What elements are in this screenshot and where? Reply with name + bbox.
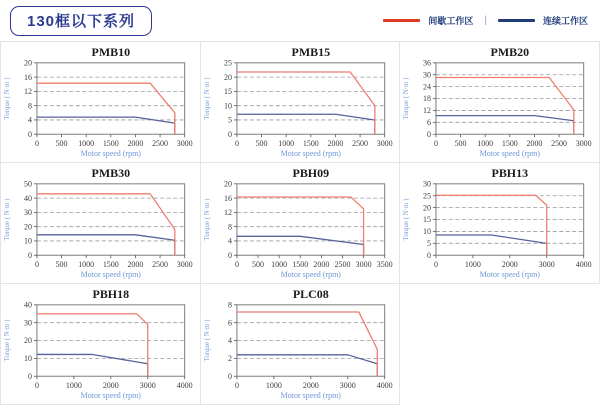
intermittent-line-swatch <box>383 19 420 22</box>
svg-text:30: 30 <box>423 70 432 80</box>
svg-text:3000: 3000 <box>176 260 193 270</box>
svg-text:30: 30 <box>23 208 32 218</box>
chart-cell-pmb30 <box>1 163 201 284</box>
svg-text:3000: 3000 <box>539 260 556 270</box>
page-header <box>0 0 600 41</box>
svg-text:0: 0 <box>427 250 432 260</box>
svg-text:20: 20 <box>23 58 32 68</box>
svg-text:0: 0 <box>234 381 239 391</box>
svg-text:1500: 1500 <box>102 139 119 149</box>
series-line <box>37 314 148 376</box>
series-line <box>37 83 175 134</box>
legend-label-intermittent: 间歇工作区 <box>428 16 474 26</box>
svg-text:16: 16 <box>223 193 232 203</box>
svg-text:2000: 2000 <box>302 381 319 391</box>
svg-text:30: 30 <box>423 179 432 189</box>
svg-text:0: 0 <box>227 129 232 139</box>
y-axis-label: Torque ( N·m ) <box>202 77 211 120</box>
series-line <box>436 78 574 135</box>
chart-title: PMB20 <box>490 44 530 59</box>
svg-text:4: 4 <box>27 115 32 125</box>
chart-title: PLC08 <box>292 286 329 301</box>
svg-text:25: 25 <box>223 58 232 68</box>
svg-text:500: 500 <box>255 139 268 149</box>
svg-text:18: 18 <box>423 94 432 104</box>
continuous-line-swatch <box>498 19 535 22</box>
svg-text:2500: 2500 <box>152 260 169 270</box>
svg-text:3000: 3000 <box>576 139 593 149</box>
series-line <box>37 194 175 255</box>
svg-text:12: 12 <box>223 208 232 218</box>
x-axis-label: Motor speed (rpm) <box>480 270 541 280</box>
legend-item-continuous <box>498 14 588 27</box>
chart-title: PMB15 <box>291 44 330 59</box>
svg-text:0: 0 <box>34 260 39 270</box>
svg-text:1000: 1000 <box>270 260 287 270</box>
svg-text:0: 0 <box>227 371 232 381</box>
torque-speed-chart <box>1 163 200 283</box>
x-axis-label: Motor speed (rpm) <box>80 391 141 401</box>
svg-text:3000: 3000 <box>139 381 156 391</box>
svg-text:2000: 2000 <box>127 260 144 270</box>
svg-text:5: 5 <box>227 115 232 125</box>
svg-text:0: 0 <box>434 260 439 270</box>
series-line <box>436 195 547 255</box>
svg-text:5: 5 <box>427 239 432 249</box>
svg-text:2000: 2000 <box>127 139 144 149</box>
svg-text:15: 15 <box>423 215 432 225</box>
chart-cell-plc08 <box>201 284 401 405</box>
legend-item-intermittent <box>383 14 473 27</box>
chart-title: PBH18 <box>92 286 130 301</box>
torque-speed-chart <box>201 42 400 162</box>
svg-text:0: 0 <box>234 139 239 149</box>
svg-text:2000: 2000 <box>502 260 519 270</box>
x-axis-label: Motor speed (rpm) <box>280 149 341 159</box>
chart-cell-pmb10 <box>1 42 201 163</box>
svg-text:500: 500 <box>55 139 68 149</box>
series-line <box>436 235 547 255</box>
svg-text:500: 500 <box>251 260 264 270</box>
chart-title: PMB30 <box>91 165 131 180</box>
x-axis-label: Motor speed (rpm) <box>280 270 341 280</box>
svg-text:3000: 3000 <box>339 381 356 391</box>
y-axis-label: Torque ( N·m ) <box>402 77 411 120</box>
chart-legend <box>383 14 588 27</box>
svg-text:10: 10 <box>423 227 432 237</box>
svg-text:4: 4 <box>227 236 232 246</box>
svg-text:12: 12 <box>23 87 32 97</box>
svg-text:50: 50 <box>23 179 32 189</box>
svg-text:2000: 2000 <box>313 260 330 270</box>
svg-text:25: 25 <box>423 191 432 201</box>
series-line <box>237 312 377 376</box>
svg-text:0: 0 <box>27 250 32 260</box>
svg-text:1500: 1500 <box>502 139 519 149</box>
chart-cell-pbh09 <box>201 163 401 284</box>
chart-cell-pbh18 <box>1 284 201 405</box>
svg-text:0: 0 <box>34 139 39 149</box>
torque-speed-chart <box>201 284 400 404</box>
chart-title: PBH13 <box>491 165 529 180</box>
svg-text:10: 10 <box>23 354 32 364</box>
svg-text:500: 500 <box>55 260 68 270</box>
svg-text:4000: 4000 <box>576 260 593 270</box>
chart-cell-pbh13 <box>400 163 600 284</box>
svg-text:36: 36 <box>423 58 432 68</box>
svg-text:2500: 2500 <box>551 139 568 149</box>
svg-text:1000: 1000 <box>65 381 82 391</box>
torque-speed-chart <box>201 163 400 283</box>
svg-text:1000: 1000 <box>265 381 282 391</box>
svg-text:40: 40 <box>23 193 32 203</box>
svg-text:20: 20 <box>223 179 232 189</box>
svg-text:10: 10 <box>23 236 32 246</box>
chart-cell-pmb20 <box>400 42 600 163</box>
svg-text:1000: 1000 <box>277 139 294 149</box>
svg-text:0: 0 <box>34 381 39 391</box>
torque-speed-chart <box>400 163 599 283</box>
svg-text:1500: 1500 <box>102 260 119 270</box>
svg-text:0: 0 <box>27 129 32 139</box>
y-axis-label: Torque ( N·m ) <box>202 319 211 362</box>
svg-text:2000: 2000 <box>102 381 119 391</box>
svg-text:10: 10 <box>223 101 232 111</box>
svg-text:4: 4 <box>227 336 232 346</box>
svg-text:24: 24 <box>423 82 432 92</box>
y-axis-label: Torque ( N·m ) <box>202 198 211 241</box>
svg-text:1000: 1000 <box>465 260 482 270</box>
svg-text:8: 8 <box>27 101 32 111</box>
svg-text:4000: 4000 <box>376 381 393 391</box>
svg-text:2: 2 <box>227 354 232 364</box>
series-line <box>237 197 364 255</box>
svg-text:8: 8 <box>227 300 232 310</box>
series-line <box>436 116 574 135</box>
legend-label-continuous: 连续工作区 <box>542 16 588 26</box>
series-line <box>237 72 375 134</box>
svg-text:0: 0 <box>434 139 439 149</box>
y-axis-label: Torque ( N·m ) <box>402 198 411 241</box>
svg-text:4000: 4000 <box>176 381 193 391</box>
series-line <box>237 236 364 255</box>
svg-text:15: 15 <box>223 87 232 97</box>
x-axis-label: Motor speed (rpm) <box>280 391 341 401</box>
chart-title: PBH09 <box>292 165 329 180</box>
svg-text:1000: 1000 <box>78 260 95 270</box>
torque-speed-chart <box>400 42 599 162</box>
svg-text:20: 20 <box>223 72 232 82</box>
svg-text:8: 8 <box>227 222 232 232</box>
svg-text:3000: 3000 <box>355 260 372 270</box>
svg-text:6: 6 <box>427 118 432 128</box>
chart-title: PMB10 <box>91 44 131 59</box>
svg-text:20: 20 <box>23 222 32 232</box>
y-axis-label: Torque ( N·m ) <box>2 77 11 120</box>
svg-text:2000: 2000 <box>327 139 344 149</box>
svg-text:30: 30 <box>23 318 32 328</box>
svg-text:1000: 1000 <box>477 139 494 149</box>
y-axis-label: Torque ( N·m ) <box>2 319 11 362</box>
x-axis-label: Motor speed (rpm) <box>480 149 541 159</box>
torque-speed-chart <box>1 42 200 162</box>
svg-text:40: 40 <box>23 300 32 310</box>
svg-text:3000: 3000 <box>176 139 193 149</box>
svg-text:20: 20 <box>23 336 32 346</box>
svg-text:1000: 1000 <box>78 139 95 149</box>
svg-text:500: 500 <box>454 139 467 149</box>
x-axis-label: Motor speed (rpm) <box>80 149 141 159</box>
svg-text:1500: 1500 <box>302 139 319 149</box>
charts-grid <box>0 41 600 405</box>
chart-cell-pmb15 <box>201 42 401 163</box>
svg-text:2000: 2000 <box>526 139 543 149</box>
svg-text:16: 16 <box>23 72 32 82</box>
svg-text:3000: 3000 <box>376 139 393 149</box>
svg-text:20: 20 <box>423 203 432 213</box>
svg-text:0: 0 <box>427 129 432 139</box>
x-axis-label: Motor speed (rpm) <box>80 270 141 280</box>
svg-text:2500: 2500 <box>152 139 169 149</box>
svg-text:0: 0 <box>234 260 239 270</box>
svg-text:0: 0 <box>227 250 232 260</box>
legend-separator: | <box>484 15 487 26</box>
series-line <box>37 354 148 376</box>
svg-text:12: 12 <box>423 106 432 116</box>
torque-speed-chart <box>1 284 200 404</box>
svg-text:2500: 2500 <box>351 139 368 149</box>
svg-text:1500: 1500 <box>291 260 308 270</box>
series-title-badge: 130框以下系列 <box>10 6 152 36</box>
y-axis-label: Torque ( N·m ) <box>2 198 11 241</box>
svg-text:2500: 2500 <box>334 260 351 270</box>
series-line <box>37 235 175 255</box>
svg-text:6: 6 <box>227 318 232 328</box>
svg-text:3500: 3500 <box>376 260 393 270</box>
empty-cell <box>400 284 600 405</box>
series-line <box>237 114 375 134</box>
svg-text:0: 0 <box>27 371 32 381</box>
